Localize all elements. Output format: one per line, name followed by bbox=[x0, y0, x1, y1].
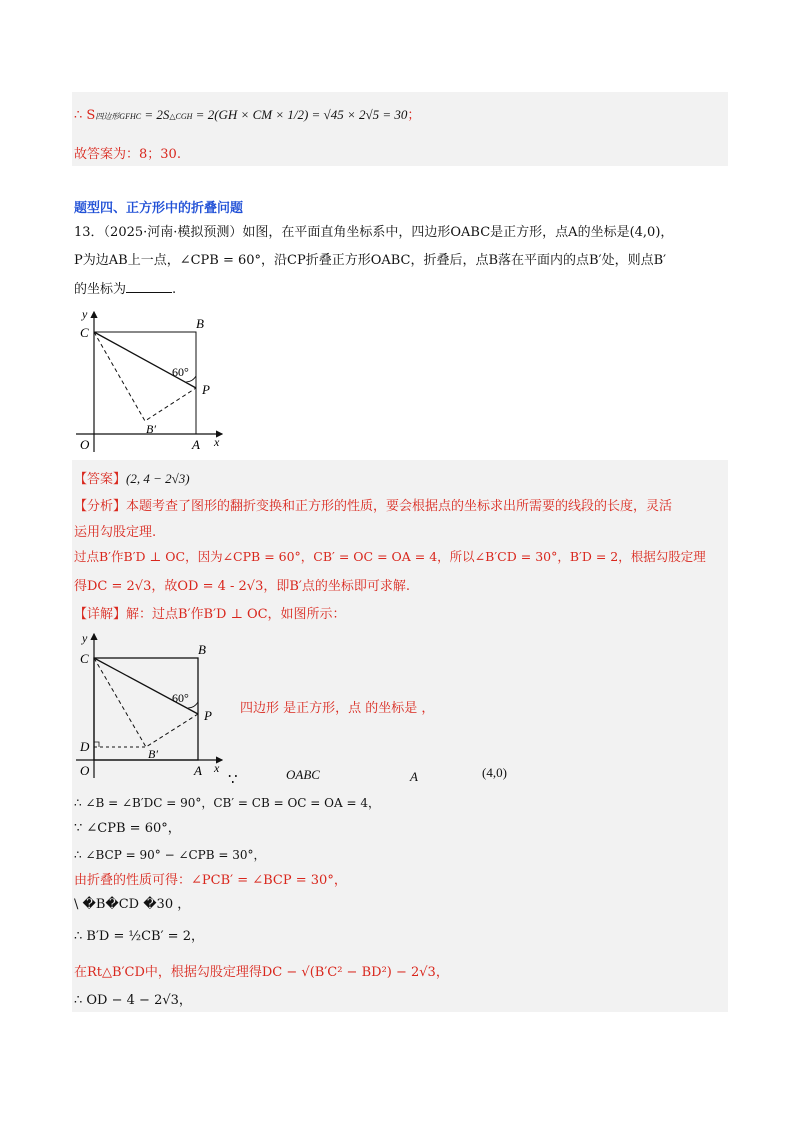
step-2: ∵ ∠CPB = 60°， bbox=[74, 821, 181, 836]
figure-1-square-fold bbox=[72, 306, 242, 456]
label-a: A bbox=[192, 437, 200, 452]
step-7: 在Rt△B′CD中，根据勾股定理得DC − √(B′C² − BD²) − 2√3， bbox=[74, 965, 449, 980]
area-formula-line bbox=[74, 106, 420, 126]
square-oabc bbox=[94, 332, 196, 434]
label-angle: 60° bbox=[172, 365, 189, 379]
label-p: P bbox=[204, 708, 212, 723]
label-b-prime: B′ bbox=[146, 422, 156, 436]
label-b: B bbox=[198, 642, 206, 657]
step-8: ∴ OD − 4 − 2√3， bbox=[74, 993, 192, 1008]
analysis-line-3: 过点B′作B′D ⊥ OC，因为∠CPB = 60°，CB′ = OC = OA = 4，所以∠B′CD = 30°，B′D = 2，根据勾股定理 bbox=[74, 549, 706, 564]
formula-sub2: △CGH bbox=[169, 112, 193, 121]
question-line-3 bbox=[74, 280, 176, 299]
analysis-line-1 bbox=[74, 498, 672, 516]
detail-tag: 【详解】 bbox=[74, 607, 127, 622]
label-y: y bbox=[82, 631, 88, 645]
angle-arc bbox=[188, 702, 198, 708]
formula-mid: = 2S bbox=[141, 107, 170, 122]
analysis-tag: 【分析】 bbox=[74, 499, 127, 514]
question-line-1: 13．（2025·河南·模拟预测）如图，在平面直角坐标系中，四边形OABC是正方形，点A的坐标是(4,0)， bbox=[74, 225, 674, 240]
label-y: y bbox=[82, 307, 88, 321]
label-x: x bbox=[214, 435, 220, 449]
segment-cp bbox=[94, 332, 196, 388]
analysis-line-2: 运用勾股定理. bbox=[74, 525, 157, 540]
beside-figure-text: 四边形 是正方形，点 的坐标是 ， bbox=[240, 701, 435, 716]
answer-blank bbox=[126, 280, 172, 293]
step-3: ∴ ∠BCP = 90° − ∠CPB = 30°， bbox=[74, 848, 266, 862]
beside-a: A bbox=[410, 769, 418, 784]
label-p: P bbox=[202, 382, 210, 397]
figure-2-square-fold-with-d bbox=[72, 630, 242, 780]
question-line-2: P为边AB上一点，∠CPB = 60°，沿CP折叠正方形OABC，折叠后，点B落在平面内的点B′处，则点B′ bbox=[74, 253, 667, 268]
analysis-line-4: 得DC = 2√3，故OD = 4 - 2√3，即B′点的坐标即可求解. bbox=[74, 579, 410, 594]
step-1: ∴ ∠B = ∠B′DC = 90°，CB′ = CB = OC = OA = 4， bbox=[74, 796, 380, 810]
label-d: D bbox=[80, 739, 90, 754]
question-line-3-end: . bbox=[172, 282, 177, 297]
section-title: 题型四、正方形中的折叠问题 bbox=[74, 201, 244, 216]
formula-end: = 2(GH × CM × 1/2) = √45 × 2√5 = 30 bbox=[192, 107, 408, 122]
right-angle-mark bbox=[94, 742, 99, 747]
detail-text-1: 解：过点B′作B′D ⊥ OC，如图所示： bbox=[126, 607, 346, 622]
label-b-prime: B′ bbox=[148, 747, 158, 761]
segment-cp bbox=[94, 658, 198, 714]
label-x: x bbox=[214, 761, 220, 775]
beside-coord: (4,0) bbox=[482, 765, 507, 780]
step-4: 由折叠的性质可得：∠PCB′ = ∠BCP = 30°， bbox=[74, 873, 347, 888]
answer-value: (2, 4 − 2√3) bbox=[126, 471, 190, 486]
label-b: B bbox=[196, 316, 204, 331]
square-oabc bbox=[94, 658, 198, 760]
previous-answer-line: 故答案为：8；30. bbox=[74, 147, 181, 162]
therefore-symbol: ∴ S bbox=[74, 108, 96, 123]
label-c: C bbox=[80, 651, 89, 666]
label-o: O bbox=[80, 437, 90, 452]
analysis-text-1: 本题考查了图形的翻折变换和正方形的性质，要会根据点的坐标求出所需要的线段的长度，灵活 bbox=[126, 499, 673, 514]
answer-tag: 【答案】 bbox=[74, 472, 127, 487]
label-a: A bbox=[194, 763, 202, 778]
formula-semicolon: ； bbox=[407, 108, 421, 123]
answer-line bbox=[74, 470, 190, 489]
beside-because: ∵ bbox=[228, 770, 238, 788]
label-c: C bbox=[80, 325, 89, 340]
step-5: \ �B�CD �30 ， bbox=[74, 897, 191, 912]
detail-line-1 bbox=[74, 606, 346, 624]
label-angle: 60° bbox=[172, 691, 189, 705]
formula-sub1: 四边形GFHC bbox=[95, 112, 142, 121]
question-line-3-text: 的坐标为 bbox=[74, 282, 127, 297]
beside-oabc: OABC bbox=[286, 767, 320, 782]
label-o: O bbox=[80, 763, 90, 778]
step-6: ∴ B′D = ½CB′ = 2， bbox=[74, 929, 204, 944]
